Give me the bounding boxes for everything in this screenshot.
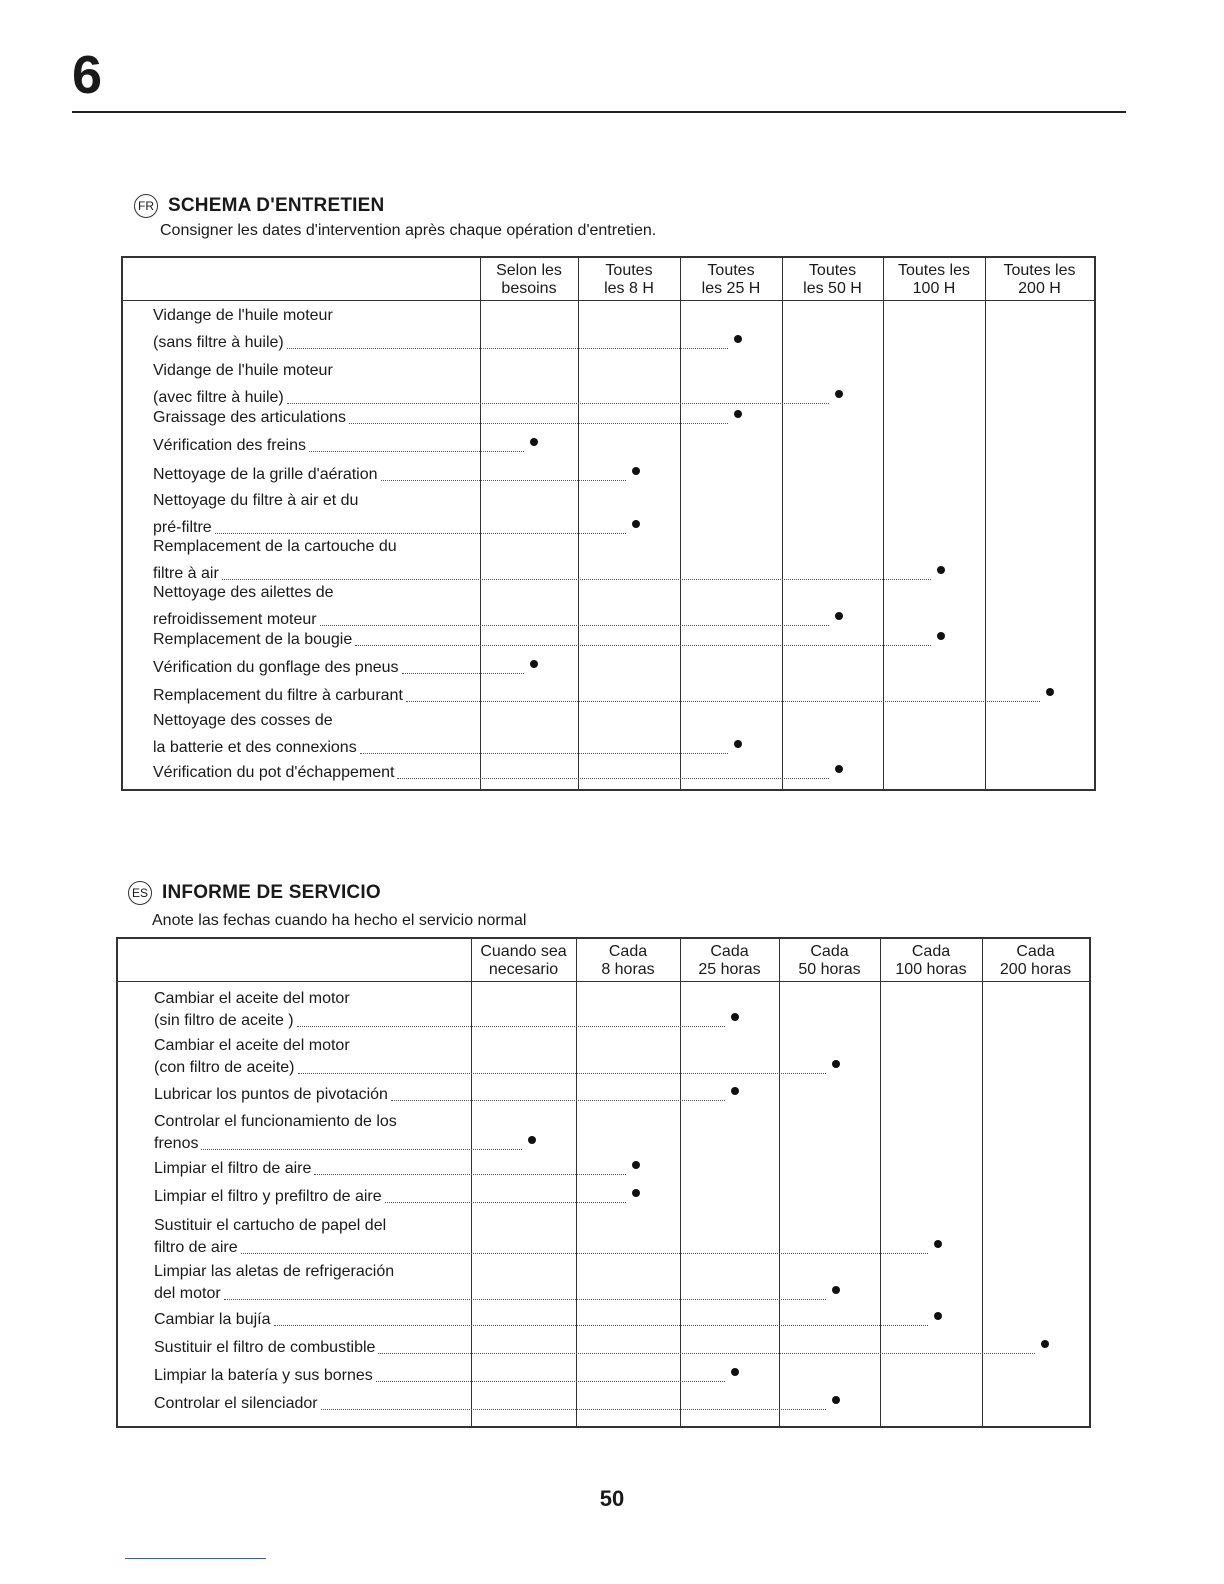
fr-column-header [985, 258, 1094, 298]
es-interval-marker [1041, 1340, 1049, 1348]
es-column-header [880, 939, 982, 979]
fr-task-label-line2: refroidissement moteur [153, 611, 317, 628]
es-column-header-line: Cuando sea [480, 943, 567, 960]
fr-leader-dots [320, 625, 829, 626]
es-column-header [471, 939, 576, 979]
fr-leader-dots [397, 778, 829, 779]
fr-interval-marker [734, 335, 742, 343]
fr-leader-dots [215, 533, 626, 534]
fr-column-header [883, 258, 985, 298]
fr-interval-marker [835, 390, 843, 398]
fr-task-label: Nettoyage des cosses de [153, 712, 333, 729]
es-task-label: Lubricar los puntos de pivotación [154, 1086, 388, 1103]
fr-column-header-line: 100 H [912, 280, 956, 297]
es-section-header [128, 881, 381, 905]
fr-interval-marker [1046, 688, 1054, 696]
es-column-header-line: Cada [810, 943, 849, 960]
fr-task-label-line2: la batterie et des connexions [153, 739, 357, 756]
fr-column-header-line: besoins [501, 280, 557, 297]
es-language-badge: ES [128, 881, 152, 905]
es-interval-marker [934, 1312, 942, 1320]
chapter-number: 6 [72, 45, 103, 105]
fr-column-divider [883, 258, 884, 789]
es-task-label-line2: frenos [154, 1135, 199, 1152]
es-column-header-line: Cada [608, 943, 648, 960]
page-number: 50 [599, 1486, 625, 1511]
fr-maintenance-table [121, 256, 1096, 791]
fr-leader-dots [287, 348, 728, 349]
es-column-header-line: 100 horas [895, 961, 967, 978]
fr-interval-marker [835, 765, 843, 773]
fr-leader-dots [381, 480, 626, 481]
es-task-label: Sustituir el filtro de combustible [154, 1339, 376, 1356]
footer-rule [125, 1558, 266, 1559]
fr-interval-marker [734, 410, 742, 418]
fr-column-header-line: les 25 H [701, 280, 761, 297]
fr-leader-dots [355, 645, 931, 646]
fr-interval-marker [835, 612, 843, 620]
fr-task-label: Nettoyage de la grille d'aération [153, 466, 378, 483]
es-column-header [779, 939, 880, 979]
fr-column-header [680, 258, 782, 298]
es-header-separator [118, 981, 1089, 982]
es-leader-dots [385, 1202, 626, 1203]
fr-column-divider [680, 258, 681, 789]
fr-language-badge: FR [134, 194, 158, 218]
es-interval-marker [731, 1368, 739, 1376]
es-task-label: Controlar el silenciador [154, 1395, 318, 1412]
es-maintenance-table [116, 937, 1091, 1428]
fr-leader-dots [309, 451, 524, 452]
fr-column-header-line: Selon les [496, 262, 562, 279]
es-leader-dots [298, 1073, 826, 1074]
fr-task-label-line2: filtre à air [153, 565, 219, 582]
fr-column-header-line: Toutes les [897, 262, 971, 279]
fr-column-header [782, 258, 883, 298]
es-column-header-line: 8 horas [601, 961, 655, 978]
es-task-label-line2: (sin filtro de aceite ) [154, 1012, 294, 1029]
es-task-label-line2: (con filtro de aceite) [154, 1059, 295, 1076]
es-column-header-line: Cada [911, 943, 951, 960]
es-leader-dots [391, 1100, 725, 1101]
fr-section-subtitle: Consigner les dates d'intervention après chaque opération d'entretien. [160, 222, 657, 239]
es-column-header [576, 939, 680, 979]
es-task-label: Cambiar la bujía [154, 1311, 271, 1328]
fr-interval-marker [734, 740, 742, 748]
fr-task-label: Remplacement du filtre à carburant [153, 687, 403, 704]
fr-task-label: Vérification des freins [153, 437, 306, 454]
es-leader-dots [274, 1325, 928, 1326]
es-leader-dots [376, 1381, 725, 1382]
fr-interval-marker [632, 467, 640, 475]
fr-task-label-line2: (avec filtre à huile) [153, 389, 284, 406]
fr-task-label-line2: pré-filtre [153, 519, 212, 536]
es-interval-marker [632, 1161, 640, 1169]
fr-interval-marker [530, 660, 538, 668]
es-task-label-line2: del motor [154, 1285, 221, 1302]
es-interval-marker [934, 1240, 942, 1248]
fr-task-label: Vérification du pot d'échappement [153, 764, 395, 781]
fr-interval-marker [937, 632, 945, 640]
fr-column-header-line: Toutes [707, 262, 755, 279]
header-rule [72, 111, 1126, 113]
es-interval-marker [832, 1396, 840, 1404]
fr-interval-marker [937, 566, 945, 574]
es-task-label: Limpiar la batería y sus bornes [154, 1367, 373, 1384]
fr-interval-marker [632, 520, 640, 528]
fr-column-divider [782, 258, 783, 789]
fr-header-separator [123, 300, 1094, 301]
fr-column-header-line: Toutes [808, 262, 857, 279]
fr-leader-dots [349, 423, 728, 424]
es-task-label: Controlar el funcionamiento de los [154, 1113, 397, 1130]
es-column-header-line: necesario [488, 961, 559, 978]
fr-column-header [578, 258, 680, 298]
fr-task-label-line2: (sans filtre à huile) [153, 334, 284, 351]
fr-task-label: Vidange de l'huile moteur [153, 307, 333, 324]
es-interval-marker [731, 1013, 739, 1021]
fr-leader-dots [287, 403, 829, 404]
es-task-label: Cambiar el aceite del motor [154, 1037, 350, 1054]
es-leader-dots [201, 1149, 522, 1150]
es-task-label-line2: filtro de aire [154, 1239, 238, 1256]
fr-column-divider [578, 258, 579, 789]
es-section-title: INFORME DE SERVICIO [162, 882, 381, 903]
fr-leader-dots [222, 579, 931, 580]
fr-task-label: Vérification du gonflage des pneus [153, 659, 399, 676]
es-column-header [982, 939, 1089, 979]
es-column-header-line: Cada [1016, 943, 1055, 960]
fr-section-title: SCHEMA D'ENTRETIEN [168, 195, 385, 216]
fr-task-label: Vidange de l'huile moteur [153, 362, 333, 379]
es-task-label: Limpiar el filtro y prefiltro de aire [154, 1188, 382, 1205]
es-task-label: Cambiar el aceite del motor [154, 990, 350, 1007]
fr-column-header-line: Toutes les [1003, 262, 1076, 279]
fr-column-header-line: les 50 H [803, 280, 862, 297]
fr-section-header [134, 194, 384, 218]
es-leader-dots [224, 1299, 826, 1300]
fr-leader-dots [406, 701, 1040, 702]
es-task-label: Sustituir el cartucho de papel del [154, 1217, 387, 1234]
es-interval-marker [832, 1286, 840, 1294]
fr-interval-marker [530, 438, 538, 446]
fr-leader-dots [402, 673, 524, 674]
es-column-header-line: Cada [710, 943, 749, 960]
es-leader-dots [321, 1409, 826, 1410]
es-task-label: Limpiar el filtro de aire [154, 1160, 312, 1177]
es-section-subtitle: Anote las fechas cuando ha hecho el servicio normal [152, 912, 527, 929]
es-leader-dots [314, 1174, 626, 1175]
es-interval-marker [731, 1087, 739, 1095]
fr-leader-dots [360, 753, 728, 754]
es-task-label: Limpiar las aletas de refrigeración [154, 1263, 395, 1280]
es-leader-dots [297, 1026, 725, 1027]
fr-column-header-line: les 8 H [604, 280, 654, 297]
fr-column-divider [480, 258, 481, 789]
es-column-header-line: 200 horas [999, 961, 1072, 978]
es-interval-marker [528, 1136, 536, 1144]
fr-column-header [480, 258, 578, 298]
fr-task-label: Remplacement de la bougie [153, 631, 353, 648]
fr-task-label: Nettoyage du filtre à air et du [153, 492, 359, 509]
fr-column-header-line: 200 H [1018, 280, 1061, 297]
fr-task-label: Graissage des articulations [153, 409, 346, 426]
es-column-header-line: 25 horas [698, 961, 761, 978]
es-leader-dots [378, 1353, 1035, 1354]
es-interval-marker [832, 1060, 840, 1068]
fr-task-label: Remplacement de la cartouche du [153, 538, 397, 555]
es-column-header [680, 939, 779, 979]
es-column-header-line: 50 horas [798, 961, 861, 978]
es-leader-dots [241, 1253, 928, 1254]
fr-column-divider [985, 258, 986, 789]
fr-column-header-line: Toutes [605, 262, 653, 279]
fr-task-label: Nettoyage des ailettes de [153, 584, 334, 601]
es-interval-marker [632, 1189, 640, 1197]
